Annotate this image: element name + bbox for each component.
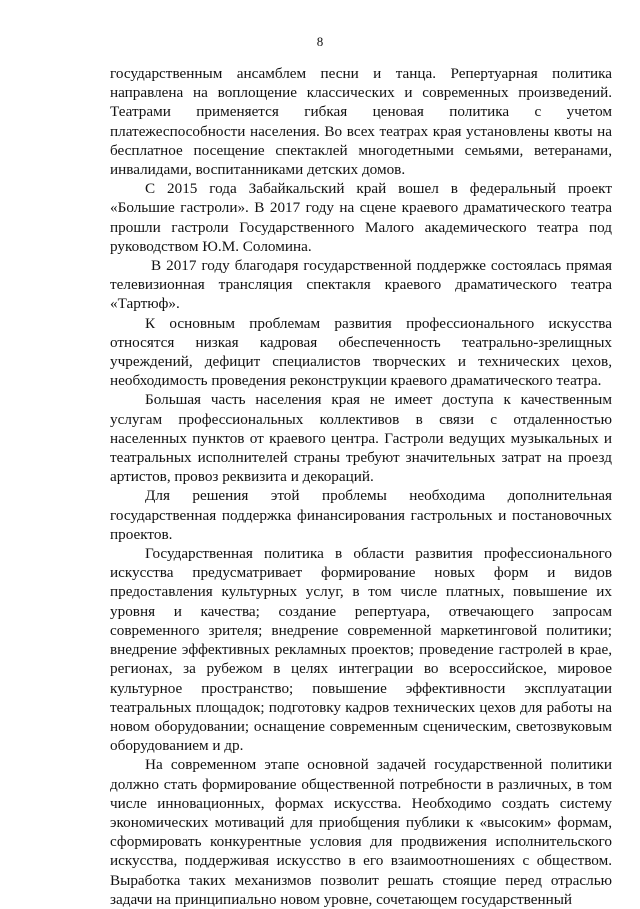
paragraph: Государственная политика в области развития профессионального искусства предусматривает формирование новых форм и видов предоставления культурных услуг, в том числе платных, повышение их уровня и качества; создание репертуара, отвечающего запросам современного зрителя; внедрение современной маркетинговой политики; внедрение эффективных рекламных проектов; проведение гастролей в крае, регионах, за рубежом в целях интеграции во всероссийское, мировое культурное пространство; повышение эффективности эксплуатации театральных площадок; подготовку кадров технических цехов для работы на новом оборудовании; оснащение современным сценическим, светозвуковым оборудованием и др. bbox=[110, 545, 612, 755]
paragraph: Для решения этой проблемы необходима дополнительная государственная поддержка финансирования гастрольных и постановочных проектов. bbox=[110, 487, 612, 543]
paragraph: Большая часть населения края не имеет доступа к качественным услугам профессиональных коллективов в связи с отдаленностью населенных пунктов от краевого центра. Гастроли ведущих музыкальных и театральных исполнителей страны требуют значительных затрат на проезд артистов, провоз реквизита и декораций. bbox=[110, 391, 612, 486]
paragraph: На современном этапе основной задачей государственной политики должно стать формирование общественной потребности в различных, в том числе инновационных, формах искусства. Необходимо создать систему экономических мотиваций для приобщения публики к «высоким» формам, сформировать конкурентные условия для продвижения исполнительского искусства, поддерживая искусство в его взаимоотношениях с обществом. Выработка таких механизмов позволит решать стоящие перед отраслью задачи на принципиально новом уровне, сочетающем государственный bbox=[110, 756, 612, 908]
paragraph: В 2017 году благодаря государственной поддержке состоялась прямая телевизионная трансляция спектакля краевого драматического театра «Тартюф». bbox=[110, 257, 612, 313]
paragraph: государственным ансамблем песни и танца. Репертуарная политика направлена на воплощение классических и современных произведений. Театрами применяется гибкая ценовая политика с учетом платежеспособности населения. Во всех театрах края установлены квоты на бесплатное посещение спектаклей многодетными семьями, ветеранами, инвалидами, воспитанниками детских домов. bbox=[110, 65, 612, 179]
document-body bbox=[110, 64, 612, 909]
page-number: 8 bbox=[316, 34, 324, 49]
paragraph: С 2015 года Забайкальский край вошел в федеральный проект «Большие гастроли». В 2017 году на сцене краевого драматического театра прошли гастроли Государственного Малого академического театра под руководством Ю.М. Соломина. bbox=[110, 180, 612, 255]
paragraph: К основным проблемам развития профессионального искусства относятся низкая кадровая обеспеченность театрально-зрелищных учреждений, дефицит специалистов творческих и технических цехов, необходимость проведения реконструкции краевого драматического театра. bbox=[110, 314, 612, 390]
